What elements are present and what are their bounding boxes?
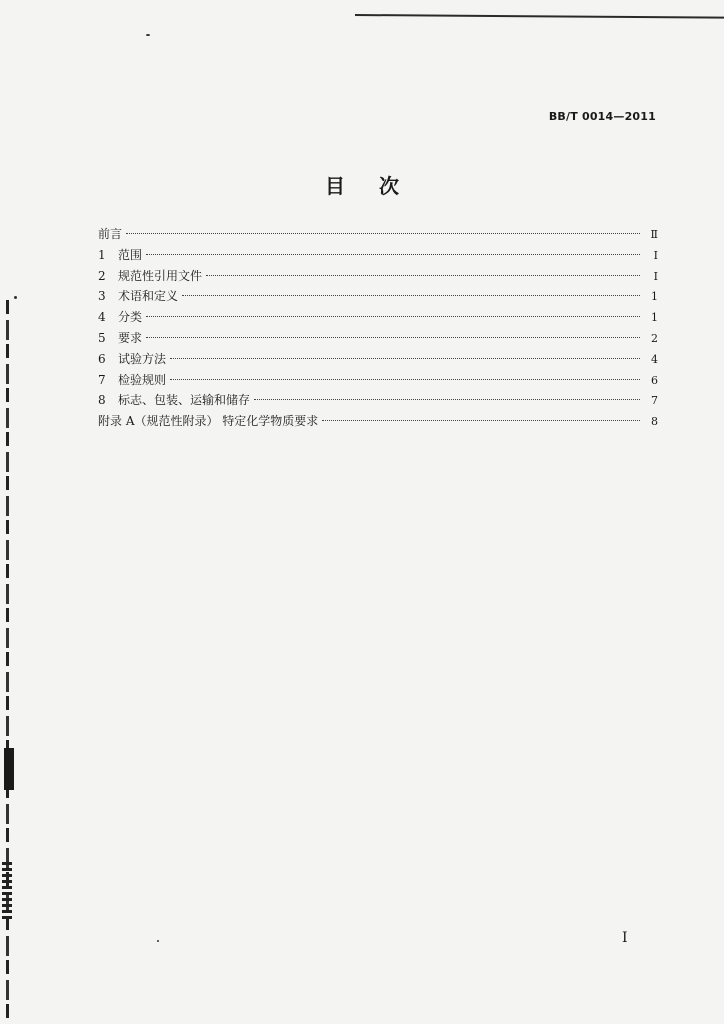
toc-entry-label: 试验方法 <box>118 351 167 366</box>
scan-artifact <box>2 862 12 922</box>
toc-entry[interactable] <box>98 411 658 432</box>
toc-entry-number: 4 <box>98 310 106 325</box>
toc-entry-label: 术语和定义 <box>118 289 179 304</box>
toc-entry-label: 要求 <box>118 330 143 345</box>
document-code: BB/T 0014—2011 <box>548 110 656 123</box>
toc-dot-leader <box>206 275 640 276</box>
toc-entry-page: 4 <box>651 352 658 366</box>
scan-speck <box>14 296 17 299</box>
table-of-contents <box>98 224 658 432</box>
toc-entry[interactable] <box>98 224 658 245</box>
toc-entry-page: 1 <box>651 311 658 325</box>
toc-dot-leader <box>126 233 640 234</box>
toc-dot-leader <box>322 420 640 421</box>
toc-entry[interactable] <box>98 328 658 349</box>
toc-entry-label: 规范性引用文件 <box>118 268 203 283</box>
toc-entry[interactable] <box>98 307 658 328</box>
toc-entry-page: 2 <box>651 331 658 345</box>
toc-entry-page: 1 <box>651 290 658 304</box>
toc-dot-leader <box>182 295 640 296</box>
scan-edge-top <box>355 14 724 19</box>
page-number: I <box>622 930 628 946</box>
toc-entry[interactable] <box>98 390 658 411</box>
toc-entry[interactable] <box>98 349 658 370</box>
toc-entry[interactable] <box>98 370 658 391</box>
toc-dot-leader <box>146 337 640 338</box>
toc-entry-number: 6 <box>98 351 106 366</box>
toc-entry-page: I <box>653 269 658 283</box>
toc-dot-leader <box>170 358 640 359</box>
toc-entry-number: 5 <box>98 330 106 345</box>
toc-dot-leader <box>146 254 640 255</box>
toc-entry-number: 2 <box>98 268 106 283</box>
scan-speck <box>157 940 159 942</box>
toc-title: 目次 <box>325 174 433 198</box>
scan-artifact <box>4 748 14 790</box>
toc-entry-number: 1 <box>98 247 106 262</box>
toc-entry-label: 分类 <box>118 310 143 325</box>
toc-entry[interactable] <box>98 266 658 287</box>
toc-entry-page: 7 <box>651 394 658 408</box>
toc-entry-page: I <box>653 248 658 262</box>
toc-entry[interactable] <box>98 245 658 266</box>
toc-entry-number: 3 <box>98 289 106 304</box>
toc-entry-page: Ⅱ <box>650 228 658 241</box>
toc-entry-label: 附录 A（规范性附录） 特定化学物质要求 <box>98 414 319 429</box>
toc-dot-leader <box>146 316 640 317</box>
scan-speck <box>146 34 150 36</box>
toc-entry-label: 范围 <box>118 247 143 262</box>
toc-entry-page: 8 <box>651 415 658 429</box>
toc-entry-label: 检验规则 <box>118 372 167 387</box>
toc-entry[interactable] <box>98 286 658 307</box>
toc-entry-number: 8 <box>98 393 106 408</box>
toc-entry-number: 7 <box>98 372 106 387</box>
toc-entry-label: 标志、包装、运输和储存 <box>118 393 251 408</box>
toc-entry-label: 前言 <box>98 227 123 241</box>
toc-dot-leader <box>254 399 640 400</box>
toc-entry-page: 6 <box>651 373 658 387</box>
toc-dot-leader <box>170 379 640 380</box>
